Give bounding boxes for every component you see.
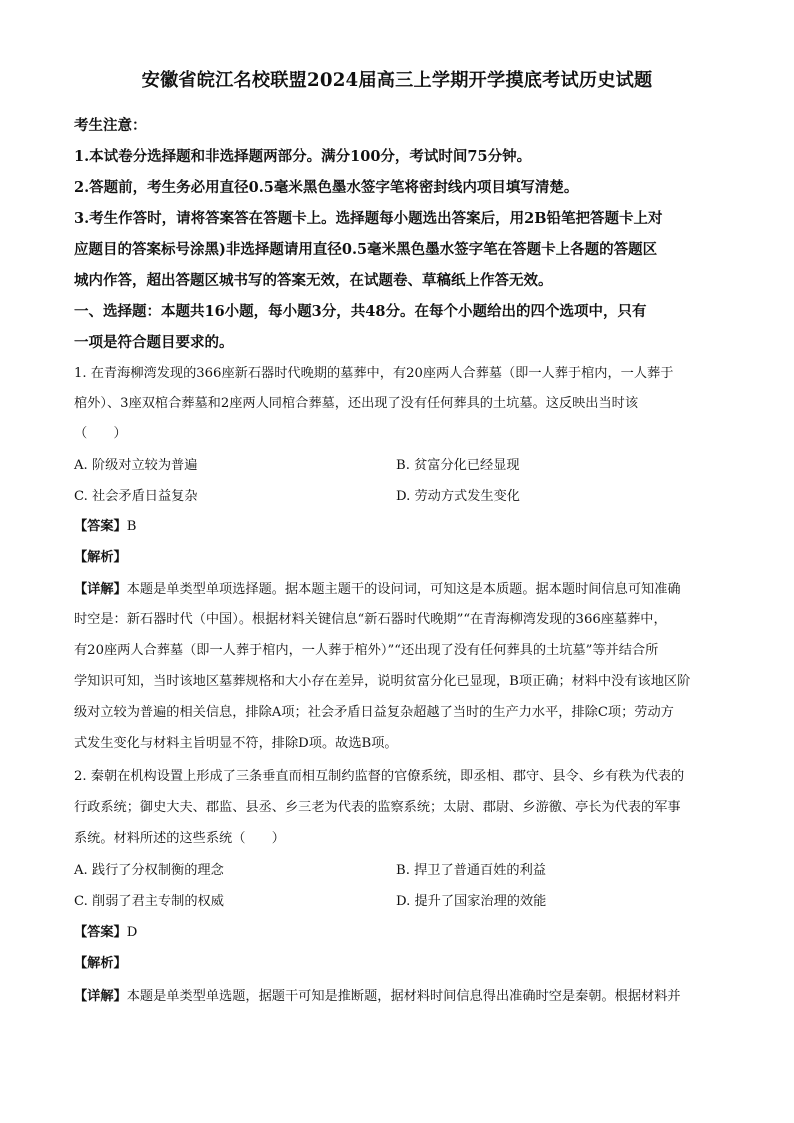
q1-option-b: B. 贫富分化已经显现	[396, 458, 520, 473]
q1-stem-line-2: 棺外）、3座双棺合葬墓和2座两人同棺合葬墓，还出现了没有任何葬具的土坑墓。这反映出当时该	[74, 396, 639, 411]
q2-answer-value: D	[126, 925, 138, 940]
q2-option-c: C. 削弱了君主专制的权威	[74, 894, 224, 909]
section-heading: 一、选择题：本题共16小题，每小题3分，共48分。在每个小题给出的四个选项中，只有	[74, 303, 647, 320]
q1-answer	[74, 515, 136, 534]
q2-answer-label: 【答案】	[74, 925, 127, 940]
q2-option-a: A. 践行了分权制衡的理念	[74, 863, 224, 878]
q1-detail-line-4: 学知识可知，当时该地区墓葬规格和大小存在差异，说明贫富分化已显现，B项正确；材料中没有该地区阶	[74, 674, 691, 689]
notice-item-3-cont: 应题目的答案标号涂黑)非选择题请用直径0.5毫米黑色墨水签字笔在答题卡上各题的答题区	[74, 241, 658, 258]
q2-stem-line-2: 行政系统；御史大夫、郡监、县丞、乡三老为代表的监察系统；太尉、郡尉、乡游徼、亭长为代表的军事	[74, 800, 681, 815]
q1-answer-value: B	[126, 519, 137, 534]
q1-analysis-label	[74, 546, 127, 565]
q2-analysis-label	[74, 952, 127, 971]
q1-detail-line-2: 时空是：新石器时代（中国）。根据材料关键信息“新石器时代晚期”“在青海柳湾发现的366座墓葬中，	[74, 612, 667, 627]
page-title: 安徽省皖江名校联盟2024届高三上学期开学摸底考试历史试题	[141, 70, 653, 91]
q1-option-c: C. 社会矛盾日益复杂	[74, 489, 198, 504]
q2-detail-line-1	[74, 985, 681, 1004]
q1-analysis-label-text: 【解析】	[74, 550, 127, 565]
q2-answer	[74, 921, 137, 940]
q1-option-d: D. 劳动方式发生变化	[396, 489, 520, 504]
notice-item-2: 2.答题前，考生务必用直径0.5毫米黑色墨水签字笔将密封线内项目填写清楚。	[74, 179, 579, 196]
q2-detail-text-1: 本题是单类型单选题，据题干可知是推断题，据材料时间信息得出准确时空是秦朝。根据材料并	[126, 989, 681, 1004]
q1-detail-line-5: 级对立较为普遍的相关信息，排除A项；社会矛盾日益复杂超越了当时的生产力水平，排除C项；劳动方	[74, 705, 674, 720]
q1-detail-line-6: 式发生变化与材料主旨明显不符，排除D项。故选B项。	[74, 736, 398, 751]
q1-answer-label: 【答案】	[74, 519, 127, 534]
q1-detail-line-3: 有20座两人合葬墓（即一人葬于棺内，一人葬于棺外）”“还出现了没有任何葬具的土坑墓”等并结合所	[74, 643, 659, 658]
section-heading-cont: 一项是符合题目要求的。	[74, 334, 234, 351]
q2-stem-line-1: 2. 秦朝在机构设置上形成了三条垂直而相互制约监督的官僚系统，即丞相、郡守、县令、乡有秩为代表的	[74, 769, 685, 784]
notice-item-1: 1.本试卷分选择题和非选择题两部分。满分100分，考试时间75分钟。	[74, 148, 532, 165]
notice-heading: 考生注意：	[74, 117, 147, 134]
q2-analysis-label-text: 【解析】	[74, 956, 127, 971]
q2-detail-label: 【详解】	[74, 989, 127, 1004]
q2-option-d: D. 提升了国家治理的效能	[396, 894, 547, 909]
q1-option-a: A. 阶级对立较为普遍	[74, 458, 198, 473]
q1-stem-line-1: 1. 在青海柳湾发现的366座新石器时代晚期的墓葬中，有20座两人合葬墓（即一人葬于棺内，一人葬于	[74, 366, 674, 381]
q1-detail-line-1	[74, 578, 681, 597]
q1-detail-text-1: 本题是单类型单项选择题。据本题主题干的设问词，可知这是本质题。据本题时间信息可知准确	[126, 582, 681, 597]
notice-item-3-end: 城内作答，超出答题区城书写的答案无效，在试题卷、草稿纸上作答无效。	[74, 272, 553, 289]
q2-stem-line-3: 系统。材料所述的这些系统（ ）	[74, 831, 285, 846]
notice-item-3: 3.考生作答时，请将答案答在答题卡上。选择题每小题选出答案后，用2B铅笔把答题卡上对	[74, 210, 663, 227]
q1-stem-bracket: （ ）	[74, 426, 127, 441]
q2-option-b: B. 捍卫了普通百姓的利益	[396, 863, 546, 878]
q1-detail-label: 【详解】	[74, 582, 127, 597]
